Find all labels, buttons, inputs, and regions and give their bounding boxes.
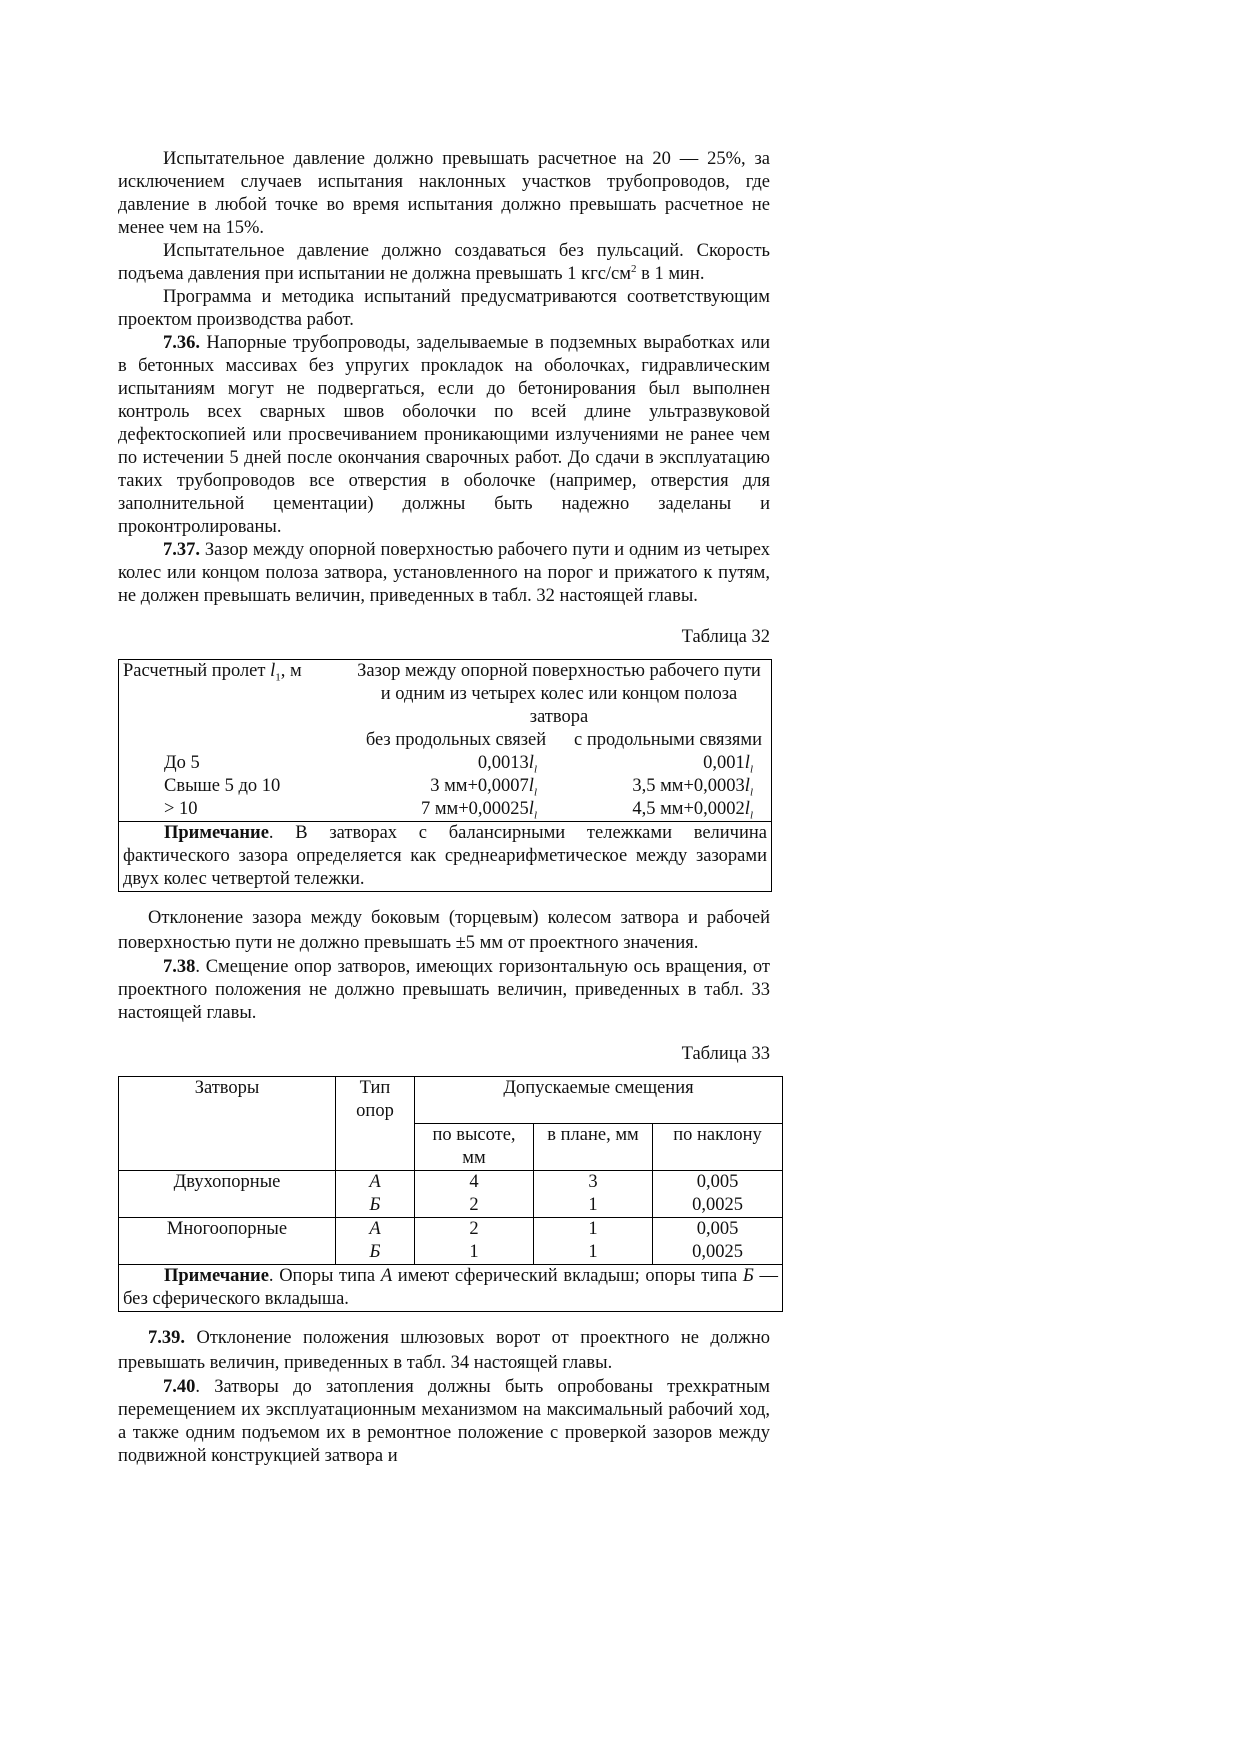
paragraph-7-39	[118, 1326, 770, 1376]
value-cell	[565, 775, 772, 798]
text: Испытательное давление должно создаваться без пульсаций. Скорость подъема давления при испытании не должна превышать 1 кгс/см	[118, 241, 770, 284]
var-sub: l	[749, 763, 753, 776]
var-sub: l	[749, 809, 753, 822]
paragraph-deviation: Отклонение зазора между боковым (торцевым) колесом затвора и рабочей поверхностью пути не должно превышать ±5 мм от проектного значения.	[118, 908, 770, 953]
var-sub: l	[533, 786, 537, 799]
header-with-links: с продольными связями	[574, 730, 762, 750]
clause-number: 7.38	[163, 957, 196, 977]
clause-text: Напорные трубопроводы, заделываемые в подземных выработках или в бетонных массивах без упругих прокладок на оболочках, гидравлическим испытаниям могут не подвергаться, если до бетонирования был выполнен контроль всех сварных швов оболочки по всей длине ультразвуковой дефектоскопией или просвечиванием проникающими излучениями не ранее чем по истечении 5 дней после окончания сварочных работ. До сдачи в эксплуатацию таких трубопроводов все отверстия в оболочке (например, отверстия для заполнительной цементации) должны быть надежно заделаны и проконтролированы.	[118, 333, 770, 537]
table-row	[119, 752, 772, 775]
text: 0,0013	[477, 753, 529, 773]
table-33	[118, 1076, 783, 1312]
header-no-links: без продольных связей	[365, 730, 547, 750]
text: 4,5 мм+0,0002	[632, 799, 745, 819]
tilt-cell: 0,0025	[653, 1241, 783, 1265]
header-allowed-offsets: Допускаемые смещения	[415, 1077, 783, 1124]
tilt-cell: 0,005	[653, 1171, 783, 1195]
type-value: Б	[369, 1242, 381, 1262]
span-cell: До 5	[164, 753, 200, 773]
paragraph-7-38	[118, 956, 770, 1025]
text: , м	[280, 661, 302, 681]
clause-number: 7.36.	[163, 333, 200, 353]
var-sub: l	[533, 809, 537, 822]
header-height: по высоте, мм	[415, 1124, 534, 1171]
paragraph-7-36	[118, 332, 770, 539]
text: — без сферического вкладыша.	[123, 1266, 779, 1309]
note-text: . В затворах с балансирными тележками величина фактического зазора определяется как среднеарифметическое между зазорами двух колес четвертой тележки.	[123, 823, 767, 889]
value-cell	[565, 798, 772, 822]
clause-text: Зазор между опорной поверхностью рабочего пути и одним из четырех колес или концом полоза затвора, установленного на порог и прижатого к путям, не должен превышать величин, приведенных в табл. 32 настоящей главы.	[118, 540, 770, 606]
empty-cell	[119, 729, 348, 752]
span-cell: > 10	[164, 799, 198, 819]
text: . Опоры типа	[268, 1266, 381, 1286]
var: l	[270, 661, 276, 681]
height-cell: 1	[415, 1241, 534, 1265]
note-label: Примечание	[164, 1266, 269, 1286]
page-content	[118, 148, 779, 1468]
clause-number: 7.37.	[163, 540, 200, 560]
var: l	[528, 753, 534, 773]
paragraph-7-37	[118, 539, 770, 608]
group-name-empty	[119, 1241, 336, 1265]
table-32-note	[119, 822, 772, 892]
var: l	[744, 776, 750, 796]
plan-cell: 1	[534, 1241, 653, 1265]
plan-cell: 3	[534, 1171, 653, 1195]
plan-cell: 1	[534, 1218, 653, 1242]
table-32	[118, 659, 772, 892]
value-cell	[347, 752, 565, 775]
height-cell: 4	[415, 1171, 534, 1195]
clause-text: . Смещение опор затворов, имеющих горизонтальную ось вращения, от проектного положения не должно превышать величин, приведенных в табл. 33 настоящей главы.	[118, 957, 770, 1023]
clause-number: 7.40	[163, 1377, 196, 1397]
type-cell	[336, 1218, 415, 1242]
table-row	[119, 1194, 783, 1218]
type-cell	[336, 1171, 415, 1195]
table-row	[119, 729, 772, 752]
type-value: А	[369, 1172, 381, 1192]
paragraph-pressure-rate	[118, 240, 770, 286]
var: l	[528, 776, 534, 796]
table-row	[119, 822, 772, 892]
table-32-caption: Таблица 32	[681, 627, 770, 647]
header-tilt: по наклону	[653, 1124, 783, 1171]
height-cell: 2	[415, 1194, 534, 1218]
group-name-empty	[119, 1194, 336, 1218]
value-cell	[347, 798, 565, 822]
clause-text: Отклонение положения шлюзовых ворот от проектного не должно превышать величин, приведенных в табл. 34 настоящей главы.	[118, 1328, 770, 1373]
group-name: Многоопорные	[119, 1218, 336, 1242]
text: 3 мм+0,0007	[430, 776, 529, 796]
table-33-note	[119, 1265, 783, 1312]
type-b: Б	[742, 1266, 754, 1286]
paragraph-7-40	[118, 1376, 770, 1468]
var: l	[744, 799, 750, 819]
table-row	[119, 775, 772, 798]
table-row	[119, 660, 772, 730]
header-plan: в плане, мм	[534, 1124, 653, 1171]
var-sub: l	[533, 763, 537, 776]
table-row	[119, 798, 772, 822]
type-cell	[336, 1241, 415, 1265]
tilt-cell: 0,0025	[653, 1194, 783, 1218]
span-cell: Свыше 5 до 10	[164, 776, 281, 796]
table-row	[119, 1265, 783, 1312]
var: l	[528, 799, 534, 819]
superscript: 2	[630, 262, 637, 275]
header-gates: Затворы	[119, 1077, 336, 1171]
text: в 1 мин.	[636, 264, 705, 284]
clause-text: . Затворы до затопления должны быть опробованы трехкратным перемещением их эксплуатационным механизмом на максимальный рабочий ход, а также одним подъемом их в ремонтное положение с проверкой зазоров между подвижной конструкцией затвора и	[118, 1377, 770, 1466]
tilt-cell: 0,005	[653, 1218, 783, 1242]
value-cell	[347, 775, 565, 798]
type-value: Б	[369, 1195, 381, 1215]
header-support-type: Тип опор	[336, 1077, 415, 1171]
group-name: Двухопорные	[119, 1171, 336, 1195]
type-cell	[336, 1194, 415, 1218]
paragraph-test-pressure: Испытательное давление должно превышать расчетное на 20 — 25%, за исключением случаев испытания наклонных участков трубопроводов, где давление в любой точке во время испытания должно превышать расчетное не менее чем на 15%.	[118, 149, 770, 238]
value-cell	[565, 752, 772, 775]
note-label: Примечание	[164, 823, 269, 843]
table-row	[119, 1171, 783, 1195]
header-gap-group: Зазор между опорной поверхностью рабочего пути и одним из четырех колес или концом полоза затвора	[357, 661, 761, 727]
table-row	[119, 1218, 783, 1242]
text: Расчетный пролет	[123, 661, 271, 681]
clause-number: 7.39.	[148, 1328, 185, 1348]
type-a: А	[380, 1266, 393, 1286]
var: l	[744, 753, 750, 773]
height-cell: 2	[415, 1218, 534, 1242]
table-33-caption: Таблица 33	[681, 1044, 770, 1064]
text: имеют сферический вкладыш; опоры типа	[392, 1266, 743, 1286]
text: 7 мм+0,00025	[420, 799, 529, 819]
subscript: 1	[275, 671, 281, 684]
plan-cell: 1	[534, 1194, 653, 1218]
text: 3,5 мм+0,0003	[632, 776, 745, 796]
paragraph-program: Программа и методика испытаний предусматриваются соответствующим проектом производства работ.	[118, 287, 770, 330]
type-value: А	[369, 1219, 381, 1239]
var-sub: l	[749, 786, 753, 799]
header-span	[119, 660, 348, 730]
text: 0,001	[703, 753, 745, 773]
table-row	[119, 1241, 783, 1265]
table-row	[119, 1077, 783, 1124]
